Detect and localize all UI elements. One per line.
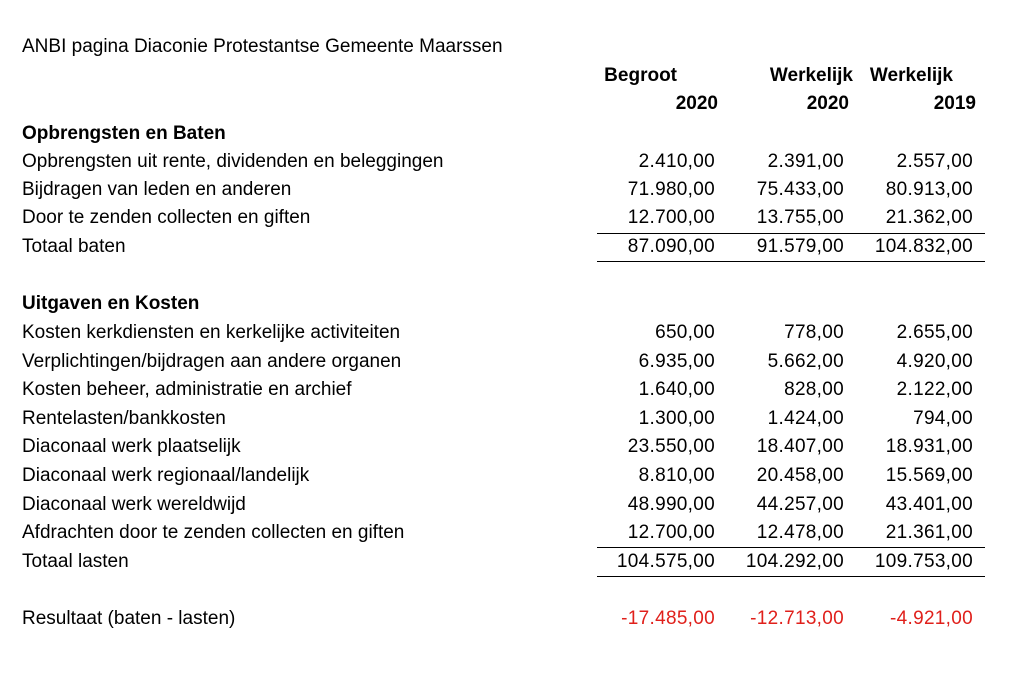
- table-row: [0, 491, 1024, 519]
- col-header-begroot-year: 2020: [675, 93, 718, 114]
- cell-begroot-2020: 48.990,00: [627, 494, 715, 515]
- row-label: Diaconaal werk plaatselijk: [22, 436, 241, 457]
- cell-werkelijk-2020: 104.292,00: [745, 551, 844, 572]
- cell-werkelijk-2019: 2.655,00: [896, 322, 973, 343]
- cell-werkelijk-2020: 828,00: [784, 379, 844, 400]
- cell-werkelijk-2020: 778,00: [784, 322, 844, 343]
- table-row: [0, 405, 1024, 433]
- row-label: Kosten kerkdiensten en kerkelijke activiteiten: [22, 322, 401, 343]
- cell-werkelijk-2019: 2.557,00: [896, 151, 973, 172]
- col-header-werkelijk-2020-year: 2020: [806, 93, 849, 114]
- table-row: [0, 204, 1024, 232]
- cell-begroot-2020: 1.640,00: [638, 379, 715, 400]
- cell-werkelijk-2020: 44.257,00: [756, 494, 844, 515]
- cell-werkelijk-2020: 12.478,00: [756, 522, 844, 543]
- row-label: Opbrengsten uit rente, dividenden en beleggingen: [22, 151, 444, 172]
- section-header-lasten: [0, 290, 1024, 318]
- cell-begroot-2020: 87.090,00: [627, 236, 715, 257]
- cell-begroot-2020: 71.980,00: [627, 179, 715, 200]
- table-row: [0, 376, 1024, 404]
- cell-werkelijk-2020: 75.433,00: [756, 179, 844, 200]
- row-label: Verplichtingen/bijdragen aan andere organen: [22, 351, 402, 372]
- cell-werkelijk-2019: 2.122,00: [896, 379, 973, 400]
- total-row-lasten: [0, 548, 1024, 576]
- cell-werkelijk-2019: 109.753,00: [874, 551, 973, 572]
- row-label: Resultaat (baten - lasten): [22, 608, 236, 629]
- table-row: [0, 176, 1024, 204]
- section-heading: Opbrengsten en Baten: [22, 123, 226, 144]
- cell-werkelijk-2020: 13.755,00: [756, 207, 844, 228]
- row-label: Door te zenden collecten en giften: [22, 207, 311, 228]
- section-heading: Uitgaven en Kosten: [22, 293, 200, 314]
- cell-begroot-2020: 104.575,00: [616, 551, 715, 572]
- table-row: [0, 148, 1024, 176]
- cell-werkelijk-2019: 21.362,00: [885, 207, 973, 228]
- cell-werkelijk-2020-negative: -12.713,00: [750, 608, 844, 629]
- cell-begroot-2020-negative: -17.485,00: [621, 608, 715, 629]
- subtotal-rule-bottom: [597, 261, 985, 262]
- cell-werkelijk-2019: 80.913,00: [885, 179, 973, 200]
- row-label: Bijdragen van leden en anderen: [22, 179, 292, 200]
- cell-begroot-2020: 6.935,00: [638, 351, 715, 372]
- cell-werkelijk-2019: 104.832,00: [874, 236, 973, 257]
- cell-begroot-2020: 23.550,00: [627, 436, 715, 457]
- row-label: Rentelasten/bankkosten: [22, 408, 226, 429]
- cell-werkelijk-2019: 18.931,00: [885, 436, 973, 457]
- cell-begroot-2020: 650,00: [655, 322, 715, 343]
- cell-werkelijk-2020: 5.662,00: [767, 351, 844, 372]
- cell-werkelijk-2019: 794,00: [913, 408, 973, 429]
- subtotal-rule-bottom: [597, 576, 985, 577]
- col-header-werkelijk-2020-label: Werkelijk: [769, 65, 853, 86]
- row-label: Afdrachten door te zenden collecten en giften: [22, 522, 405, 543]
- table-row: [0, 462, 1024, 490]
- cell-werkelijk-2020: 2.391,00: [767, 151, 844, 172]
- cell-werkelijk-2019: 21.361,00: [885, 522, 973, 543]
- cell-begroot-2020: 2.410,00: [638, 151, 715, 172]
- cell-werkelijk-2019: 15.569,00: [885, 465, 973, 486]
- cell-begroot-2020: 1.300,00: [638, 408, 715, 429]
- sheet-title: ANBI pagina Diaconie Protestantse Gemeente Maarssen: [22, 36, 503, 57]
- cell-begroot-2020: 12.700,00: [627, 207, 715, 228]
- row-label: Diaconaal werk wereldwijd: [22, 494, 246, 515]
- cell-werkelijk-2020: 1.424,00: [767, 408, 844, 429]
- table-row: [0, 319, 1024, 347]
- cell-werkelijk-2019-negative: -4.921,00: [890, 608, 973, 629]
- row-label: Totaal lasten: [22, 551, 129, 572]
- table-row: [0, 519, 1024, 547]
- cell-werkelijk-2020: 18.407,00: [756, 436, 844, 457]
- col-header-werkelijk-2019-label: Werkelijk: [869, 65, 953, 86]
- table-row: [0, 348, 1024, 376]
- table-row: [0, 433, 1024, 461]
- cell-werkelijk-2019: 4.920,00: [896, 351, 973, 372]
- cell-begroot-2020: 8.810,00: [638, 465, 715, 486]
- cell-werkelijk-2020: 20.458,00: [756, 465, 844, 486]
- row-label: Diaconaal werk regionaal/landelijk: [22, 465, 310, 486]
- total-row-baten: [0, 233, 1024, 261]
- row-label: Totaal baten: [22, 236, 126, 257]
- result-row: [0, 605, 1024, 633]
- section-header-baten: [0, 120, 1024, 148]
- cell-werkelijk-2020: 91.579,00: [756, 236, 844, 257]
- col-header-begroot-label: Begroot: [604, 65, 677, 86]
- cell-werkelijk-2019: 43.401,00: [885, 494, 973, 515]
- cell-begroot-2020: 12.700,00: [627, 522, 715, 543]
- col-header-werkelijk-2019-year: 2019: [933, 93, 976, 114]
- row-label: Kosten beheer, administratie en archief: [22, 379, 352, 400]
